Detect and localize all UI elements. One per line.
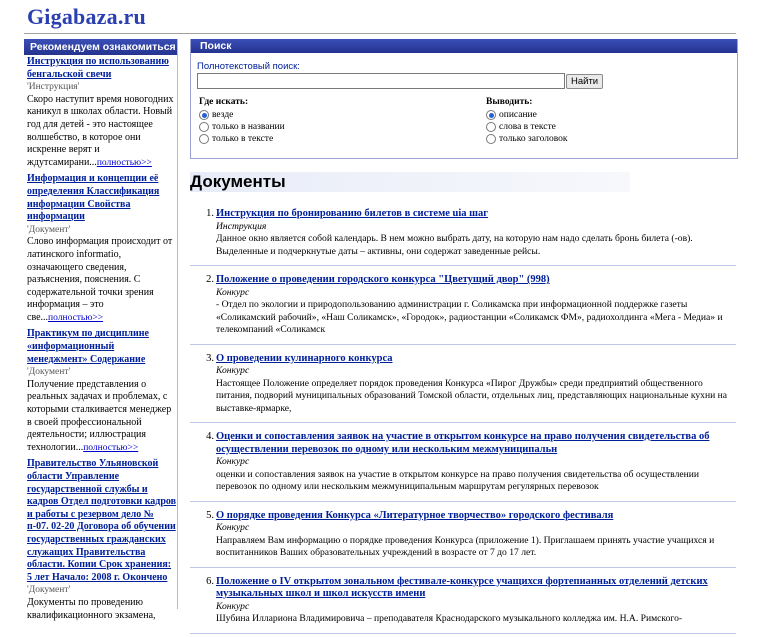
header-divider [24,33,736,34]
document-desc: Направляем Вам информацию о порядке проведения Конкурса (приложение 1). Приглашаем принять участие учащихся и воспитанников Ваших образовательных учреждений в возрасте от 7 до 17 лет. [216,534,715,558]
document-item [190,269,736,345]
sidebar-item [24,327,177,457]
output-option-words[interactable] [486,121,568,133]
recommended-sidebar [24,39,178,621]
document-title-link[interactable]: Оценки и сопоставления заявок на участие в открытом конкурсе на право получения свидетельства об осуществлении перевозок по одному или нескольким межмуниципальн [216,431,710,455]
document-number: 1. [206,208,214,219]
document-title-link[interactable]: О порядке проведения Конкурса «Литературное творчество» городского фестиваля [216,509,614,521]
where-option-title[interactable] [199,121,285,133]
sidebar-item-desc: Скоро наступит время новогодних каникул в школах области. Новый год для детей - это настоящее волшебство, в которое они искренне верят и ждутсамирани...полностью>> [27,93,174,168]
sidebar-header: Рекомендуем ознакомиться [24,39,177,55]
sidebar-item [24,457,177,625]
sidebar-item-type: 'Документ' [27,585,71,596]
document-type: Конкурс [216,286,250,298]
sidebar-item-type: 'Инструкция' [27,82,80,93]
document-desc: Данное окно является собой календарь. В нем можно выбрать дату, на которую нам надо сделать бронь билета (-ов). Выделенные и подчеркнутые даты – активны, они содержат заведенные рейсы. [216,233,693,257]
output-group [486,97,568,145]
document-title-link[interactable]: Положение о IV открытом зональном фестивале-конкурсе учащихся фортепианных отделений детских музыкальных школ и школ искусств имени [216,575,708,599]
search-panel [190,39,738,159]
option-label: слова в тексте [499,122,556,132]
sidebar-item [24,172,177,327]
site-logo[interactable]: Gigabaza.ru [27,4,146,29]
document-desc: оценки и сопоставления заявок на участие в открытом конкурсе на право получения свидетельства об осуществлении перевозок по одному или нескольким межмуниципальным маршрутам регулярных перевозок [216,468,700,492]
sidebar-more-link[interactable]: полностью>> [48,312,104,323]
sidebar-more-link[interactable]: полностью>> [83,442,139,453]
document-type: Инструкция [216,220,267,232]
option-label: только заголовок [499,134,568,144]
document-type: Конкурс [216,522,250,533]
document-number: 4. [206,431,214,442]
sidebar-item-type: 'Документ' [27,367,71,378]
radio-icon[interactable] [486,134,496,144]
sidebar-item-title-link[interactable]: Информация и концепции её определения Классификация информации Свойства информации [27,173,160,223]
documents-list [190,203,736,637]
document-item [190,203,736,266]
option-label: описание [499,110,537,120]
output-option-description[interactable] [486,109,568,121]
document-desc: - Отдел по экологии и природопользованию администрации г. Соликамска при информационной поддержке газеты «Соликамский рабочий», «Наш Соликамск», «Городок», радиостанции «Соликамск ФМ», радиохолдинга «Мега - Медиа» и телекомпаний «Соликамск [216,299,723,335]
document-type: Конкурс [216,600,250,612]
output-label: Выводить: [486,97,533,107]
where-search-group [199,97,285,145]
document-title-link[interactable]: Инструкция по бронированию билетов в системе uia шаг [216,208,489,219]
search-header: Поиск [191,39,737,53]
sidebar-more-link[interactable]: полностью>> [96,157,152,168]
document-desc: Настоящее Положение определяет порядок проведения Конкурса «Пирог Дружбы» среди предприятий общественного питания, подворий муниципальных образований Томской области, отдельных лиц, представляющих национальные кухни на выставке-ярмарке, [216,377,728,414]
option-label: везде [212,110,234,120]
option-label: только в названии [212,122,285,132]
radio-icon[interactable] [486,122,496,132]
sidebar-item-type: 'Документ' [27,224,71,235]
option-label: только в тексте [212,134,274,144]
documents-heading: Документы [190,172,630,192]
radio-selected-icon[interactable] [199,110,209,120]
find-button[interactable]: Найти [566,74,603,89]
sidebar-item-desc: Документы по проведению квалификационного экзамена, [27,596,156,621]
where-search-label: Где искать: [199,97,249,107]
document-number: 5. [206,509,214,521]
document-number: 6. [206,575,214,587]
document-item [190,426,736,502]
radio-selected-icon[interactable] [486,110,496,120]
sidebar-item-title-link[interactable]: Правительство Ульяновской области Управление государственной службы и кадров Отдел подготовки кадров и работы с резервом дело № п-07. 02-20 Договора об обучении государственных гражданских служащих Правительства области. Копии Срок хранения: 5 лет Начало: 2008 г. Окончено [27,458,177,583]
document-item [190,505,736,568]
output-option-title-only[interactable] [486,133,568,145]
document-title-link[interactable]: О проведении кулинарного конкурса [216,352,393,364]
sidebar-item-title-link[interactable]: Практикум по дисциплине «информационный менеджмент» Содержание [27,328,149,365]
document-number: 2. [206,274,214,285]
where-option-everywhere[interactable] [199,109,285,121]
sidebar-item-desc: Получение представления о реальных задачах и проблемах, с которыми сталкивается менеджер в своей профессиональной деятельности; иллюстрация технологии...полностью>> [27,378,172,453]
document-item [190,571,736,634]
sidebar-item-desc: Слово информация происходит от латинского informatio, означающего сведения, разъяснения, пояснения. С содержательной точки зрения информация – это све...полностью>> [27,236,173,323]
document-number: 3. [206,352,214,364]
radio-icon[interactable] [199,134,209,144]
radio-icon[interactable] [199,122,209,132]
fulltext-search-input[interactable] [197,73,565,89]
sidebar-item [24,55,177,172]
document-type: Конкурс [216,365,250,376]
where-option-text[interactable] [199,133,285,145]
fulltext-search-label: Полнотекстовый поиск: [197,61,300,72]
document-desc: Шубина Иллариона Владимировича – преподавателя Краснодарского музыкального колледжа им. Н.А. Римского- [216,613,683,624]
document-type: Конкурс [216,456,250,467]
document-title-link[interactable]: Положение о проведении городского конкурса "Цветущий двор" (998) [216,274,550,285]
document-item [190,348,736,424]
sidebar-item-title-link[interactable]: Инструкция по использованию бенгальской свечи [27,56,169,80]
